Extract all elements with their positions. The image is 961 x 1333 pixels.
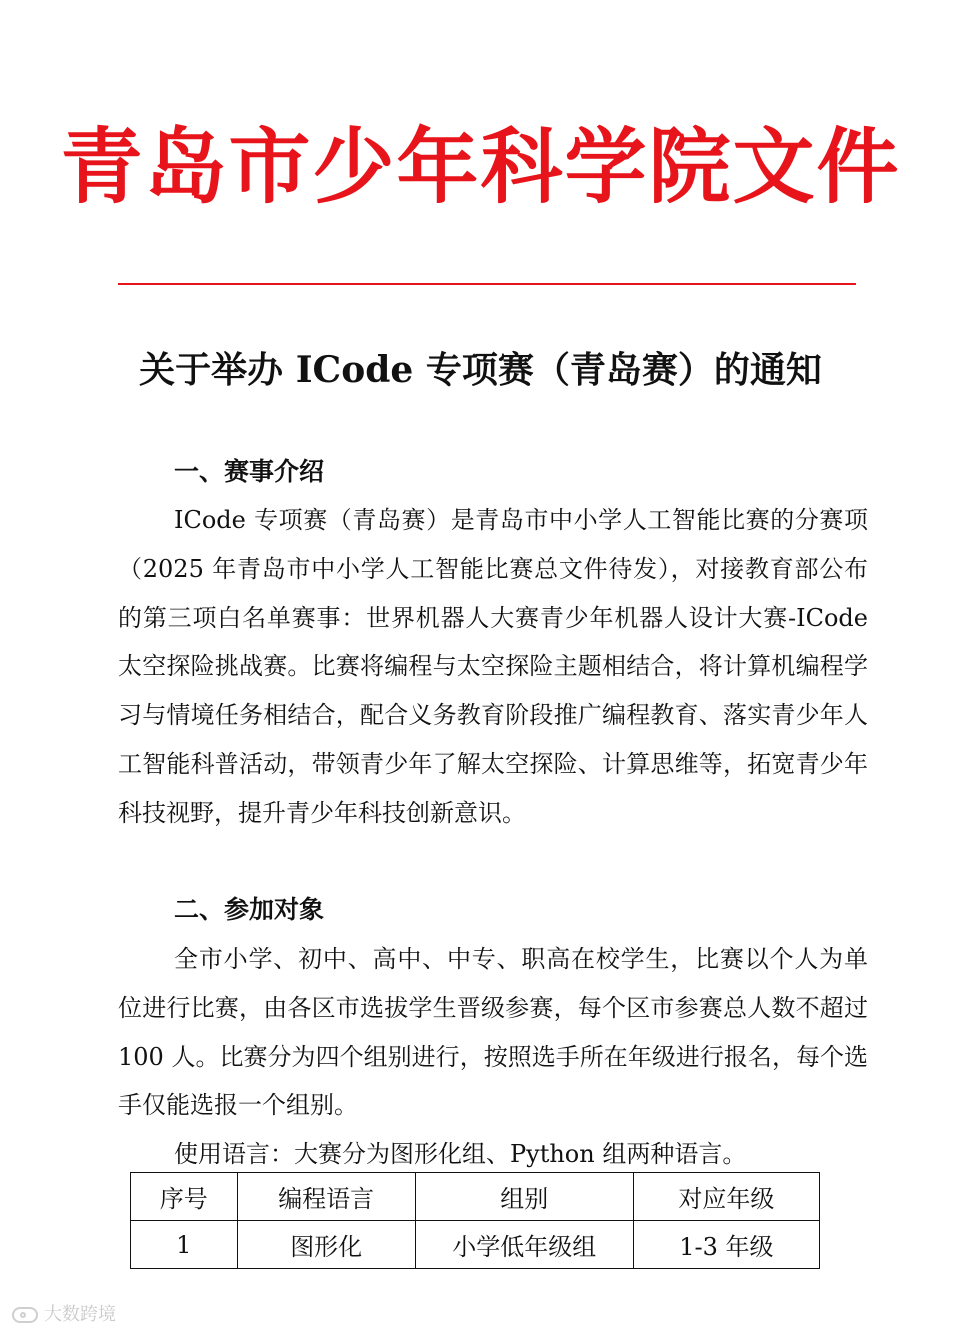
language-usage-line: 使用语言：大赛分为图形化组、Python 组两种语言。 <box>174 1140 747 1168</box>
watermark-text: 大数跨境 <box>44 1304 116 1325</box>
table-cell: 1-3 年级 <box>633 1221 819 1269</box>
table-header-cell: 组别 <box>415 1173 633 1221</box>
notice-title: 关于举办 ICode 专项赛（青岛赛）的通知 <box>139 349 822 391</box>
table-header-row <box>131 1173 820 1221</box>
section-paragraph-participants: 全市小学、初中、高中、中专、职高在校学生，比赛以个人为单位进行比赛，由各区市选拔学生晋级参赛，每个区市参赛总人数不超过 100 人。比赛分为四个组别进行，按照选手所在年级进行报名，每个选手仅能选报一个组别。 <box>118 945 868 1120</box>
watermark <box>12 1303 116 1327</box>
masthead-title: 青岛市少年科学院文件 <box>60 119 901 215</box>
table-cell: 图形化 <box>237 1221 415 1269</box>
table-cell: 1 <box>131 1221 238 1269</box>
chat-bubble-icon <box>12 1307 38 1323</box>
table-header-cell: 序号 <box>131 1173 238 1221</box>
table-header-cell: 编程语言 <box>237 1173 415 1221</box>
table-header-cell: 对应年级 <box>633 1173 819 1221</box>
table-cell: 小学低年级组 <box>415 1221 633 1269</box>
section-paragraph-intro: ICode 专项赛（青岛赛）是青岛市中小学人工智能比赛的分赛项（2025 年青岛市中小学人工智能比赛总文件待发），对接教育部公布的第三项白名单赛事：世界机器人大赛青少年机器人设计大赛-ICode 太空探险挑战赛。比赛将编程与太空探险主题相结合，将计算机编程学习与情境任务相结合，配合义务教育阶段推广编程教育、落实青少年人工智能科普活动，带领青少年了解太空探险、计算思维等，拓宽青少年科技视野，提升青少年科技创新意识。 <box>118 506 868 827</box>
group-table <box>130 1172 820 1269</box>
red-divider <box>118 283 856 285</box>
section-heading-intro: 一、赛事介绍 <box>174 457 325 486</box>
section-heading-participants: 二、参加对象 <box>174 895 325 924</box>
table-row <box>131 1221 820 1269</box>
